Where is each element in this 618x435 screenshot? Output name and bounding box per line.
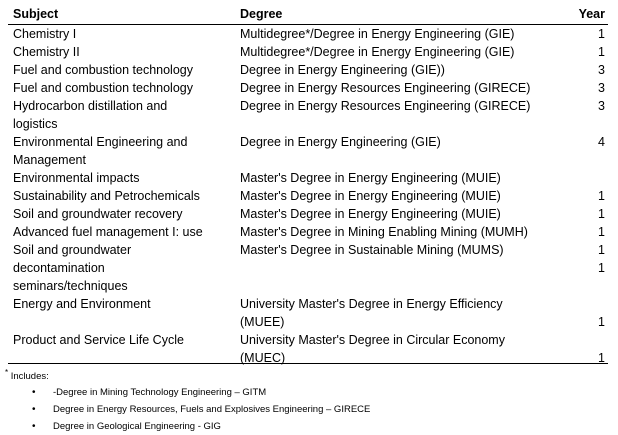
table-row [8, 241, 608, 295]
list-item-text: -Degree in Mining Technology Engineering – GITM [53, 387, 267, 399]
cell-year: 1 [598, 351, 605, 365]
cell-degree-line: University Master's Degree in Circular Economy [240, 333, 505, 347]
list-item [5, 384, 370, 401]
cell-degree-line: (MUEC) [240, 351, 286, 365]
cell-year: 3 [598, 99, 605, 113]
footnote-list [5, 384, 370, 435]
cell-degree-line: (MUEE) [240, 315, 285, 329]
bullet-icon: • [32, 404, 36, 416]
footnote-intro [5, 366, 370, 384]
cell-degree: Multidegree*/Degree in Energy Engineering (GIE) [240, 27, 515, 41]
table-row [8, 295, 608, 331]
cell-subject-line: Hydrocarbon distillation and [13, 99, 168, 113]
cell-subject: Product and Service Life Cycle [13, 333, 184, 347]
cell-year-line: 1 [598, 261, 605, 275]
cell-degree: Degree in Energy Resources Engineering (GIRECE) [240, 99, 531, 113]
table-row [8, 43, 608, 61]
cell-year: 3 [598, 81, 605, 95]
list-item [5, 418, 370, 435]
table-row [8, 25, 608, 43]
cell-subject: Advanced fuel management I: use [13, 225, 203, 239]
cell-degree: Master's Degree in Energy Engineering (MUIE) [240, 207, 501, 221]
cell-year: 4 [598, 135, 605, 149]
cell-year [598, 241, 605, 277]
cell-degree: Multidegree*/Degree in Energy Engineering (GIE) [240, 45, 515, 59]
footnote-marker: * [5, 368, 9, 377]
cell-subject-line: Management [13, 153, 86, 167]
cell-degree: Degree in Energy Engineering (GIE) [240, 135, 441, 149]
cell-subject: Fuel and combustion technology [13, 81, 193, 95]
cell-subject [13, 133, 235, 169]
cell-subject-line: logistics [13, 117, 58, 131]
cell-year: 1 [598, 315, 605, 329]
subjects-table [8, 5, 608, 367]
table-row [8, 79, 608, 97]
cell-degree [240, 295, 570, 331]
cell-subject-line: decontamination [13, 261, 105, 275]
cell-degree: Master's Degree in Energy Engineering (MUIE) [240, 171, 501, 185]
header-degree: Degree [240, 7, 283, 21]
cell-subject: Sustainability and Petrochemicals [13, 189, 200, 203]
table-row [8, 187, 608, 205]
cell-degree: Master's Degree in Mining Enabling Mining (MUMH) [240, 225, 528, 239]
list-item [5, 401, 370, 418]
footnote [5, 366, 370, 435]
table-row [8, 169, 608, 187]
cell-year: 1 [598, 225, 605, 239]
cell-subject [13, 97, 235, 133]
cell-degree [240, 331, 570, 367]
list-item-text: Degree in Geological Engineering - GIG [53, 421, 221, 433]
cell-subject-line: Soil and groundwater [13, 243, 132, 257]
bullet-icon: • [32, 387, 36, 399]
header-year: Year [578, 7, 605, 21]
list-item-text: Degree in Energy Resources, Fuels and Explosives Engineering – GIRECE [53, 404, 371, 416]
cell-degree: Degree in Energy Engineering (GIE)) [240, 63, 445, 77]
cell-subject: Environmental impacts [13, 171, 140, 185]
cell-subject: Chemistry I [13, 27, 77, 41]
cell-degree: Master's Degree in Energy Engineering (MUIE) [240, 189, 501, 203]
cell-degree: Master's Degree in Sustainable Mining (MUMS) [240, 243, 504, 257]
cell-year: 1 [598, 45, 605, 59]
cell-year: 1 [598, 189, 605, 203]
cell-subject: Soil and groundwater recovery [13, 207, 183, 221]
footnote-intro-text: Includes: [10, 371, 49, 383]
cell-subject-line: Environmental Engineering and [13, 135, 188, 149]
cell-subject [13, 241, 235, 295]
cell-degree: Degree in Energy Resources Engineering (GIRECE) [240, 81, 531, 95]
cell-year: 1 [598, 207, 605, 221]
table-header [8, 5, 608, 25]
cell-subject: Energy and Environment [13, 297, 151, 311]
cell-year: 3 [598, 63, 605, 77]
cell-year-line: 1 [598, 243, 605, 257]
cell-subject: Fuel and combustion technology [13, 63, 193, 77]
cell-subject: Chemistry II [13, 45, 80, 59]
table-bottom-rule [8, 363, 608, 364]
table-row [8, 133, 608, 169]
table-row [8, 223, 608, 241]
table-row [8, 61, 608, 79]
cell-subject-line: seminars/techniques [13, 279, 128, 293]
header-subject: Subject [13, 7, 59, 21]
table-row [8, 331, 608, 367]
cell-year: 1 [598, 27, 605, 41]
table-row [8, 97, 608, 133]
bullet-icon: • [32, 421, 36, 433]
cell-degree-line: University Master's Degree in Energy Efficiency [240, 297, 503, 311]
table-row [8, 205, 608, 223]
